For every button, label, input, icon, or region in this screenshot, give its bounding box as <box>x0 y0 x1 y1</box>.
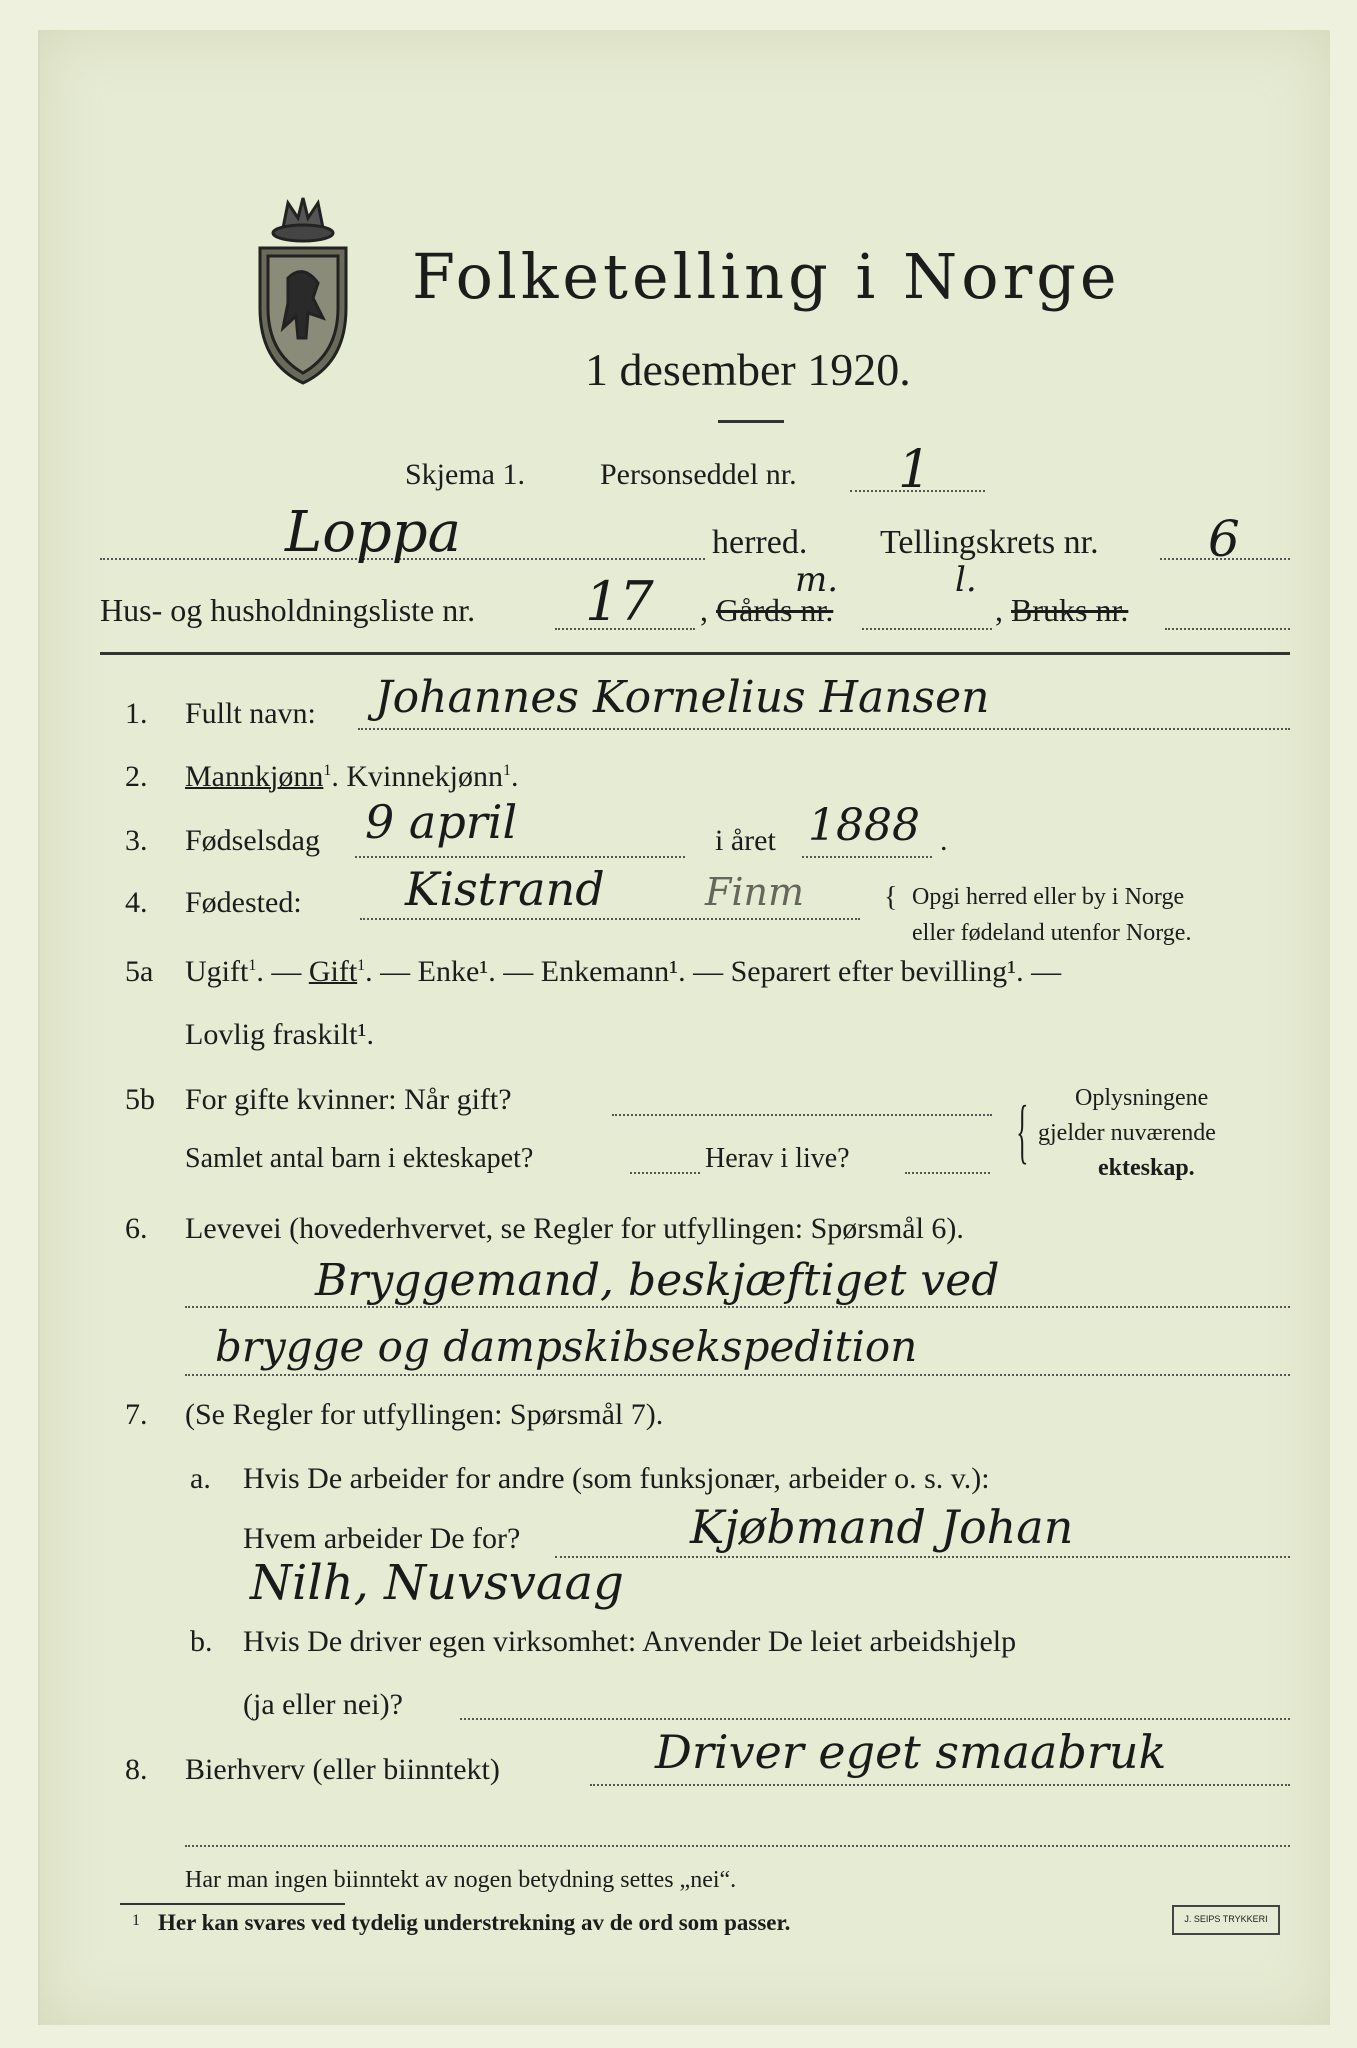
aret-label: i året <box>715 824 776 857</box>
printer-stamp: J. SEIPS TRYKKERI <box>1172 1905 1280 1935</box>
q1-number: 1. <box>125 697 148 730</box>
footnote-mark: 1 <box>132 1912 140 1929</box>
bierhverv-value: Driver eget smaabruk <box>655 1725 1167 1779</box>
mannkjonn-option[interactable]: Mannkjønn <box>185 760 324 793</box>
q2-number: 2. <box>125 760 148 793</box>
husliste-value: 17 <box>585 570 654 633</box>
bierhverv-line-2 <box>185 1845 1290 1847</box>
ekteskap-note-1: Oplysningene <box>1075 1085 1209 1111</box>
herred-value: Loppa <box>285 500 461 565</box>
fodselsdag-line <box>355 856 685 858</box>
kvinnekjonn-option[interactable]: Kvinnekjønn <box>346 760 503 793</box>
skjema-label: Skjema 1. <box>405 458 525 491</box>
bruks-label: , Bruks nr. <box>995 592 1129 628</box>
lovlig-fraskilt[interactable]: Lovlig fraskilt¹. <box>185 1018 374 1051</box>
q6-number: 6. <box>125 1212 148 1245</box>
gift-option[interactable]: Gift <box>308 955 358 988</box>
fodested-label: Fødested: <box>185 886 302 919</box>
q5a-number: 5a <box>125 955 154 988</box>
q7-label: (Se Regler for utfyllingen: Spørsmål 7). <box>185 1398 664 1431</box>
tellingskrets-value: 6 <box>1208 510 1240 568</box>
tellingskrets-label: Tellingskrets nr. <box>880 524 1099 561</box>
q7b-number: b. <box>190 1625 213 1658</box>
levevei-label: Levevei (hovederhvervet, se Regler for utfyllingen: Spørsmål 6). <box>185 1212 964 1245</box>
ja-eller-nei-line <box>460 1718 1290 1720</box>
herred-label: herred. <box>712 524 808 561</box>
aret-end: . <box>940 824 948 857</box>
census-date: 1 desember 1920. <box>585 344 911 395</box>
arbeidsgiver-value-2: Nilh, Nuvsvaag <box>250 1555 624 1611</box>
ekteskap-note-brace: { <box>1016 1091 1029 1171</box>
ekteskap-note-3: ekteskap. <box>1098 1155 1195 1181</box>
herav-i-live-line <box>905 1172 990 1174</box>
fodested-note-brace: { <box>884 882 898 913</box>
aret-value: 1888 <box>808 800 920 851</box>
fodested-note-2: eller fødeland utenfor Norge. <box>912 920 1192 946</box>
q7b-label: Hvis De driver egen virksomhet: Anvender De leiet arbeidshjelp <box>243 1625 1017 1658</box>
form-title: Folketelling i Norge <box>412 240 1121 313</box>
levevei-line-1 <box>185 1306 1290 1308</box>
footnote-rule <box>120 1903 345 1905</box>
biinntekt-note: Har man ingen biinntekt av nogen betydning settes „nei“. <box>185 1867 737 1893</box>
q4-number: 4. <box>125 886 148 919</box>
title-divider <box>718 420 784 423</box>
antal-barn-line <box>630 1172 700 1174</box>
gards-label: , Gårds nr. <box>700 592 834 628</box>
hvem-arbeider-label: Hvem arbeider De for? <box>243 1522 521 1555</box>
fodested-value2: Finm <box>705 870 805 914</box>
fodselsdag-label: Fødselsdag <box>185 824 320 857</box>
fodested-line <box>360 918 860 920</box>
header-rule <box>100 652 1290 655</box>
fodested-value: Kistrand <box>405 862 605 916</box>
fullt-navn-label: Fullt navn: <box>185 697 316 730</box>
bierhverv-label: Bierhverv (eller biinntekt) <box>185 1753 500 1786</box>
nar-gift-line <box>612 1114 992 1116</box>
husliste-label: Hus- og husholdningsliste nr. <box>100 592 476 628</box>
ugift-option[interactable]: Ugift <box>185 955 249 988</box>
fullt-navn-line <box>358 728 1290 730</box>
hvem-arbeider-line <box>555 1556 1290 1558</box>
ja-eller-nei-label: (ja eller nei)? <box>243 1688 403 1721</box>
antal-barn-label: Samlet antal barn i ekteskapet? <box>185 1143 534 1174</box>
q7-number: 7. <box>125 1398 148 1431</box>
q5b-number: 5b <box>125 1083 155 1116</box>
personseddel-value: 1 <box>898 440 932 500</box>
q3-number: 3. <box>125 824 148 857</box>
arbeidsgiver-value-1: Kjøbmand Johan <box>690 1500 1074 1554</box>
bierhverv-line <box>590 1784 1290 1786</box>
levevei-value-1: Bryggemand, beskjæftiget ved <box>315 1255 1000 1306</box>
nar-gift-label: For gifte kvinner: Når gift? <box>185 1083 512 1116</box>
coat-of-arms-icon <box>248 188 358 388</box>
q7a-number: a. <box>190 1462 211 1495</box>
herav-i-live-label: Herav i live? <box>705 1143 850 1174</box>
q8-number: 8. <box>125 1753 148 1786</box>
kjonn-options: Mannkjønn$^1$. Kvinnekjønn$^1$. <box>185 760 519 793</box>
gards-line <box>862 628 992 630</box>
ekteskap-note-2: gjelder nuværende <box>1038 1120 1216 1146</box>
personseddel-label: Personseddel nr. <box>600 458 797 491</box>
bruks-line <box>1165 628 1290 630</box>
fodselsdag-value: 9 april <box>365 795 518 849</box>
bruks-value: l. <box>955 560 977 600</box>
levevei-line-2 <box>185 1374 1290 1376</box>
gards-value: m. <box>795 560 839 600</box>
levevei-value-2: brygge og dampskibsekspedition <box>215 1322 918 1371</box>
q7a-label: Hvis De arbeider for andre (som funksjonær, arbeider o. s. v.): <box>243 1462 990 1495</box>
footnote-text: Her kan svares ved tydelig understrekning av de ord som passer. <box>158 1910 791 1935</box>
fodested-note-1: Opgi herred eller by i Norge <box>912 884 1185 910</box>
fullt-navn-value: Johannes Kornelius Hansen <box>375 672 990 723</box>
sivilstand-options: Ugift$^1$. — Gift$^1$. — Enke¹. — Enkemann¹. — Separert efter bevilling¹. — <box>185 955 1062 988</box>
aret-line <box>802 856 932 858</box>
